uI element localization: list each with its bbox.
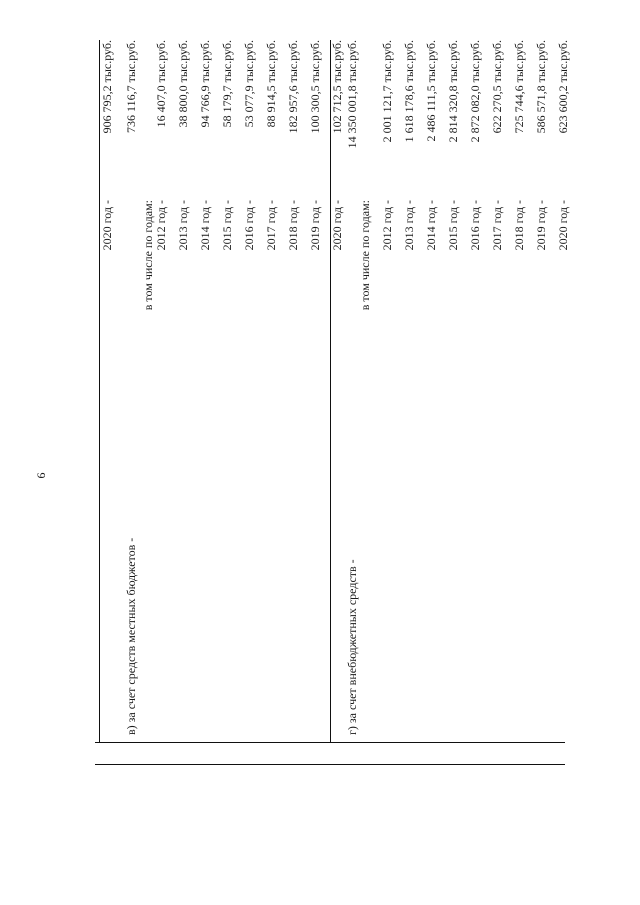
amount-value: 58 179,7 тыс.руб. [220,40,234,128]
table-row [557,40,577,765]
table-row [199,40,219,765]
by-years-label: в том числе по годам: [141,200,155,311]
amount-value: 2 872 082,0 тыс.руб. [468,40,482,143]
amount-value: 38 800,0 тыс.руб. [176,40,190,128]
year-label: 2017 год - [264,200,278,251]
amount-value: 94 766,9 тыс.руб. [198,40,212,128]
table-row [287,40,307,765]
amount-value: 14 350 001,8 тыс.руб. [345,40,359,149]
year-label: 2013 год - [402,200,416,251]
table-top-rule [99,40,100,743]
amount-value: 88 914,5 тыс.руб. [264,40,278,128]
by-years-label: в том числе по годам: [358,200,372,311]
table-row [155,40,175,765]
table-row [425,40,445,765]
rotated-page-content [95,40,570,765]
table-row [265,40,285,765]
amount-value: 623 600,2 тыс.руб. [556,40,570,134]
amount-value: 906 795,2 тыс.руб. [100,40,114,134]
amount-value: 586 571,8 тыс.руб. [534,40,548,134]
table-row [101,40,121,765]
section-label: г) за счет внебюджетных средств - [345,559,359,735]
table-row [447,40,467,765]
year-label: 2018 год - [286,200,300,251]
year-label: 2015 год - [220,200,234,251]
page-number: 9 [34,472,49,479]
table-row [403,40,423,765]
year-label: 2014 год - [424,200,438,251]
amount-value: 102 712,5 тыс.руб. [330,40,344,134]
year-label: 2014 год - [198,200,212,251]
table-row [381,40,401,765]
amount-value: 182 957,6 тыс.руб. [286,40,300,134]
section-label: в) за счет средств местных бюджетов - [124,537,138,735]
amount-value: 736 116,7 тыс.руб. [124,40,138,133]
table-subheading-row [359,40,379,765]
table-row [535,40,555,765]
year-label: 2018 год - [512,200,526,251]
year-label: 2016 год - [468,200,482,251]
amount-value: 725 744,6 тыс.руб. [512,40,526,134]
table-row [309,40,329,765]
year-label: 2019 год - [534,200,548,251]
table-row [469,40,489,765]
table-row [177,40,197,765]
year-label: 2012 год - [380,200,394,251]
year-label: 2020 год - [100,200,114,251]
year-label: 2016 год - [242,200,256,251]
amount-value: 100 300,5 тыс.руб. [308,40,322,134]
year-label: 2020 год - [330,200,344,251]
year-label: 2013 год - [176,200,190,251]
amount-value: 622 270,5 тыс.руб. [490,40,504,134]
table-row [221,40,241,765]
table-row [491,40,511,765]
amount-value: 16 407,0 тыс.руб. [154,40,168,128]
year-label: 2015 год - [446,200,460,251]
amount-value: 2 814 320,8 тыс.руб. [446,40,460,143]
year-label: 2012 год - [154,200,168,251]
year-label: 2019 год - [308,200,322,251]
amount-value: 2 001 121,7 тыс.руб. [380,40,394,143]
year-label: 2017 год - [490,200,504,251]
table-row [243,40,263,765]
table-row [513,40,533,765]
amount-value: 1 618 178,6 тыс.руб. [402,40,416,143]
funding-table [95,40,570,765]
amount-value: 53 077,9 тыс.руб. [242,40,256,128]
amount-value: 2 486 111,5 тыс.руб. [424,40,438,142]
year-label: 2020 год - [556,200,570,251]
